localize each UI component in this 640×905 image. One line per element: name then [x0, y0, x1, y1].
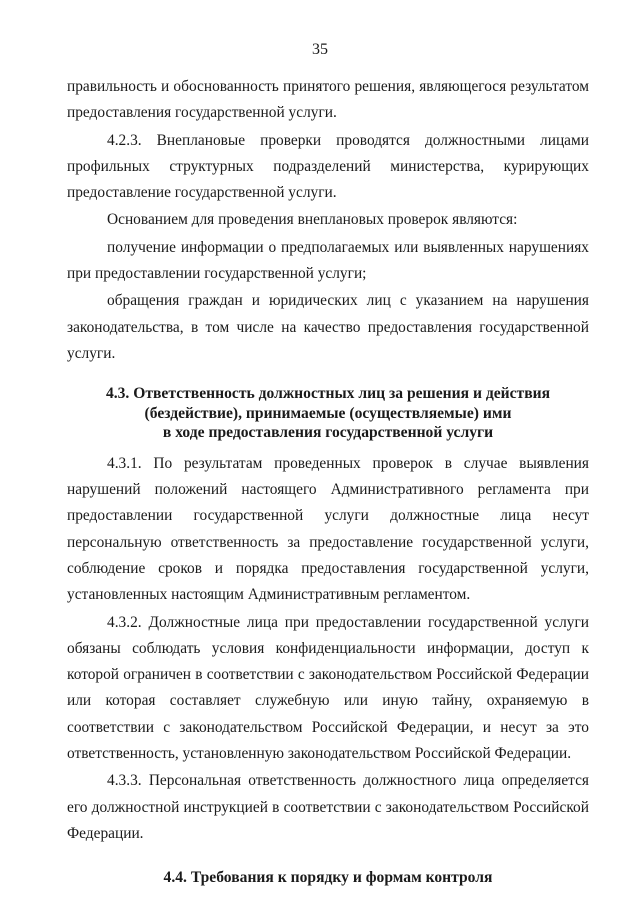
paragraph-ground-violations: получение информации о предполагаемых или выявленных нарушениях при предоставлении государственной услуги; [67, 238, 589, 283]
paragraph-4-3-2: 4.3.2. Должностные лица при предоставлении государственной услуги обязаны соблюдать условия конфиденциальности информации, доступ к которой ограничен в соответствии с законодательством Российской Федерации или которая составляет служебную или иную тайну, охраняемую в соответствии с законодательством Российской Федерации, и несут за это ответственность, установленную законодательством Российской Федерации. [67, 613, 589, 763]
section-4-3-heading [67, 384, 589, 443]
section-4-3-heading-line: (бездействие), принимаемые (осуществляемые) ими [144, 404, 512, 422]
section-4-3-heading-line: в ходе предоставления государственной услуги [162, 424, 494, 442]
paragraph-4-2-3: 4.2.3. Внеплановые проверки проводятся должностными лицами профильных структурных подразделений министерства, курирующих предоставление государственной услуги. [67, 131, 589, 202]
section-4-4-heading: 4.4. Требования к порядку и формам контроля [163, 869, 493, 887]
paragraph-4-3-3: 4.3.3. Персональная ответственность должностного лица определяется его должностной инструкцией в соответствии с законодательством Российской Федерации. [67, 772, 589, 842]
paragraph-ground-appeals: обращения граждан и юридических лиц с указанием на нарушения законодательства, в том числе на качество предоставления государственной услуги. [67, 292, 589, 362]
paragraph-grounds-intro: Основанием для проведения внеплановых проверок являются: [107, 211, 518, 229]
paragraph-4-3-1: 4.3.1. По результатам проведенных проверок в случае выявления нарушений положений настоящего Административного регламента при предоставлении государственной услуги должностные лица несут персональную ответственность за предоставление государственной услуги, соблюдение сроков и порядка предоставления государственной услуги, установленных настоящим Административным регламентом. [67, 454, 589, 604]
section-4-3-heading-line: 4.3. Ответственность должностных лиц за решения и действия [105, 385, 551, 403]
page-number: 35 [312, 41, 328, 58]
paragraph-continuation: правильность и обоснованность принятого решения, являющегося результатом предоставления государственной услуги. [67, 78, 589, 122]
document-body [67, 74, 589, 896]
